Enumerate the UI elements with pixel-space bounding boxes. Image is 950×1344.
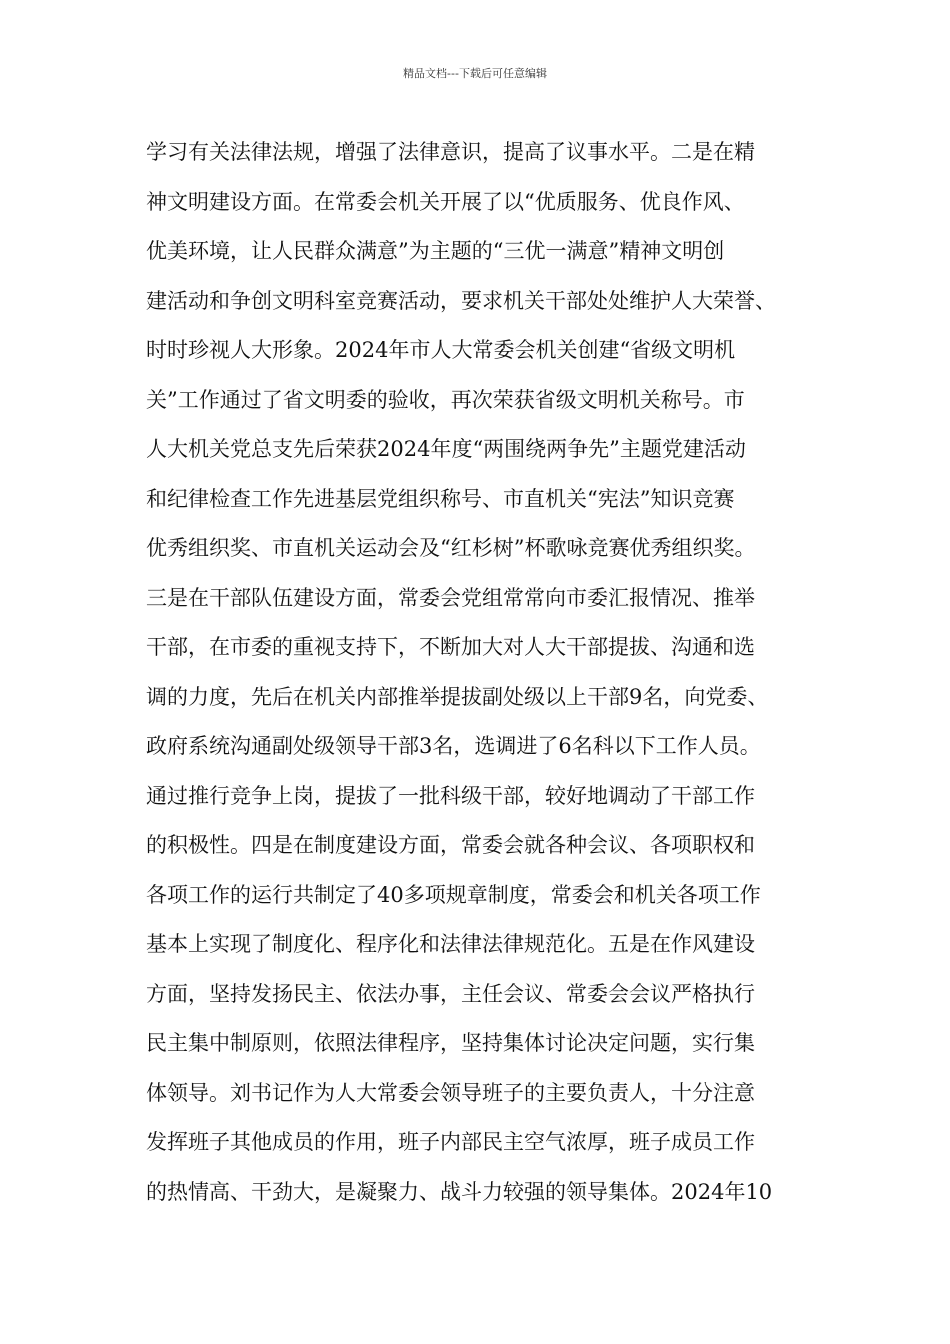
- text-line: 优秀组织奖、市直机关运动会及“红杉树”杯歌咏竞赛优秀组织奖。: [146, 536, 756, 560]
- text-line: 通过推行竞争上岗，提拔了一批科级干部，较好地调动了干部工作: [146, 783, 755, 808]
- text-line: 干部，在市委的重视支持下，不断加大对人大干部提拔、沟通和选: [146, 635, 755, 659]
- text-line: 人大机关党总支先后荣获2024年度“两围绕两争先”主题党建活动: [146, 437, 746, 461]
- text-line: 基本上实现了制度化、程序化和法律法律规范化。五是在作风建设: [146, 932, 755, 956]
- text-line: 调的力度，先后在机关内部推举提拔副处级以上干部9名，向党委、: [146, 684, 769, 709]
- text-line: 政府系统沟通副处级领导干部3名，选调进了6名科以下工作人员。: [146, 734, 761, 758]
- text-line: 时时珍视人大形象。2024年市人大常委会机关创建“省级文明机: [146, 338, 736, 362]
- text-line: 的积极性。四是在制度建设方面，常委会就各种会议、各项职权和: [146, 833, 755, 857]
- text-line: 发挥班子其他成员的作用，班子内部民主空气浓厚，班子成员工作: [146, 1130, 755, 1154]
- text-line: 方面，坚持发扬民主、依法办事，主任会议、常委会会议严格执行: [146, 981, 755, 1006]
- text-line: 神文明建设方面。在常委会机关开展了以“优质服务、优良作风、: [146, 189, 745, 214]
- text-line: 的热情高、干劲大，是凝聚力、战斗力较强的领导集体。2024年10: [146, 1179, 773, 1204]
- text-line: 优美环境，让人民群众满意”为主题的“三优一满意”精神文明创: [146, 239, 725, 263]
- text-line: 三是在干部队伍建设方面，常委会党组常常向市委汇报情况、推举: [146, 585, 755, 610]
- text-line: 体领导。刘书记作为人大常委会领导班子的主要负责人，十分注意: [146, 1080, 755, 1105]
- page-header: 精品文档---下载后可任意编辑: [403, 67, 547, 80]
- text-line: 各项工作的运行共制定了40多项规章制度，常委会和机关各项工作: [146, 882, 761, 907]
- text-line: 民主集中制原则，依照法律程序，坚持集体讨论决定问题，实行集: [146, 1031, 755, 1055]
- text-line: 学习有关法律法规，增强了法律意识，提高了议事水平。二是在精: [146, 140, 755, 164]
- text-line: 关”工作通过了省文明委的验收，再次荣获省级文明机关称号。市: [146, 387, 745, 412]
- body-text: [146, 128, 826, 1217]
- text-line: 和纪律检查工作先进基层党组织称号、市直机关“宪法”知识竞赛: [146, 486, 735, 511]
- text-line: 建活动和争创文明科室竞赛活动，要求机关干部处处维护人大荣誉、: [146, 288, 776, 313]
